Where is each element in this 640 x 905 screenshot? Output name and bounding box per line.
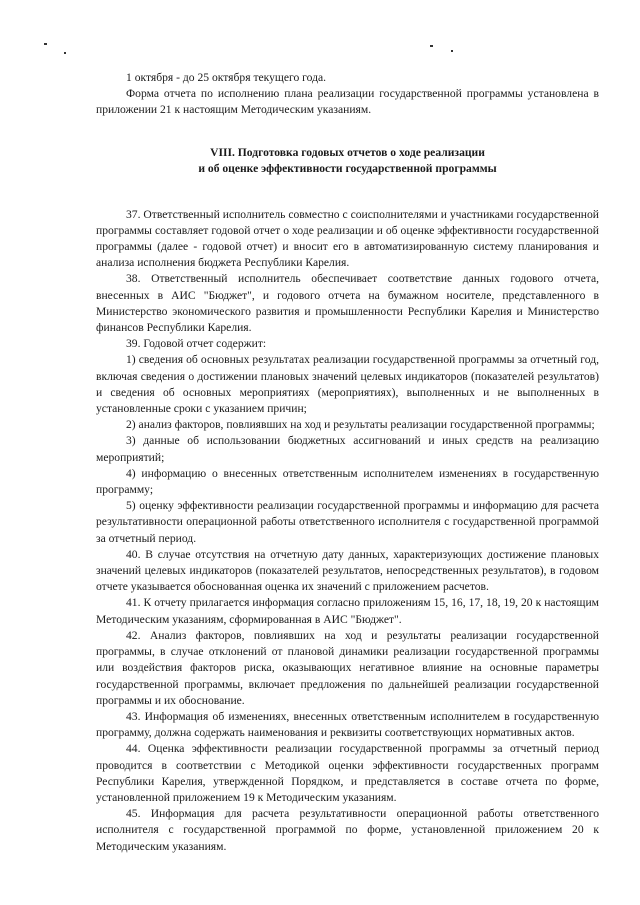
paragraph-41: 41. К отчету прилагается информация согласно приложениям 15, 16, 17, 18, 19, 20 к настоящим Методическим указаниям, сформированная в АИС "Бюджет". (96, 596, 599, 626)
section-heading (96, 145, 599, 177)
intro-line: 1 октября - до 25 октября текущего года. (126, 71, 327, 84)
intro-paragraph: Форма отчета по исполнению плана реализации государственной программы установлена в приложении 21 к настоящим Методическим указаниям. (96, 87, 599, 117)
list-item-3: 3) данные об использовании бюджетных ассигнований и иных средств на реализацию мероприятий; (96, 434, 599, 464)
paragraph-45: 45. Информация для расчета результативности операционной работы ответственного исполнителя с государственной программой по форме, установленной приложением 20 к Методическим указаниям. (96, 807, 599, 853)
scan-speck (44, 43, 47, 45)
paragraph-42: 42. Анализ факторов, повлиявших на ход и результаты реализации государственной программы, в случае отклонений от плановой динамики реализации государственной программы или воздействия факторов риска, оказывающих негативное влияние на основные параметры государственной программы, включает предложения по дальнейшей реализации государственной программы и их обоснование. (96, 628, 599, 707)
document-page (96, 70, 599, 855)
paragraph-38: 38. Ответственный исполнитель обеспечивает соответствие данных годового отчета, внесенных в АИС "Бюджет", и годового отчета на бумажном носителе, представленного в Министерство экономического развития и промышленности Республики Карелия и Министерство финансов Республики Карелия. (96, 272, 599, 335)
paragraph-39: 39. Годовой отчет содержит: (126, 337, 267, 351)
list-item-4: 4) информацию о внесенных ответственным исполнителем изменениях в государственную программу; (96, 466, 599, 497)
scan-speck (430, 45, 433, 47)
paragraph-43: 43. Информация об изменениях, внесенных ответственным исполнителем в государственную программу, должна содержать наименования и реквизиты соответствующих нормативных актов. (96, 709, 599, 740)
scan-speck (64, 52, 66, 54)
paragraph-44: 44. Оценка эффективности реализации государственной программы за отчетный период проводится в соответствии с Методикой оценки эффективности государственных программ Республики Карелия, утвержденной Порядком, и представляется в составе отчета по форме, установленной приложением 19 к Методическим указаниям. (96, 742, 599, 804)
list-item-1: 1) сведения об основных результатах реализации государственной программы за отчетный год, включая сведения о достижении плановых значений целевых индикаторов (показателей результатов) и сведения об основных мероприятиях (мероприятиях), выполненных и не выполненных в установленные сроки с указанием причин; (96, 353, 599, 416)
section-heading-line-1: VIII. Подготовка годовых отчетов о ходе реализации (210, 145, 485, 159)
list-item-5: 5) оценку эффективности реализации государственной программы и информацию для расчета результативности операционной работы ответственного исполнителя с государственной программой за отчетный период. (96, 499, 599, 545)
section-heading-line-2: и об оценке эффективности государственной программы (198, 161, 497, 175)
paragraph-40: 40. В случае отсутствия на отчетную дату данных, характеризующих достижение плановых значений целевых индикаторов (показателей результатов, непосредственных результатов), в годовом отчете указывается обоснованная оценка их значений с приложением расчетов. (96, 547, 599, 594)
list-item-2: 2) анализ факторов, повлиявших на ход и результаты реализации государственной программы; (126, 418, 595, 432)
scan-speck (451, 50, 453, 52)
paragraph-37: 37. Ответственный исполнитель совместно с соисполнителями и участниками государственной программы составляет годовой отчет о ходе реализации и об оценке эффективности государственной программы (далее - годовой отчет) и вносит его в автоматизированную систему планирования и анализа исполнения бюджета Республики Карелия. (96, 207, 599, 270)
